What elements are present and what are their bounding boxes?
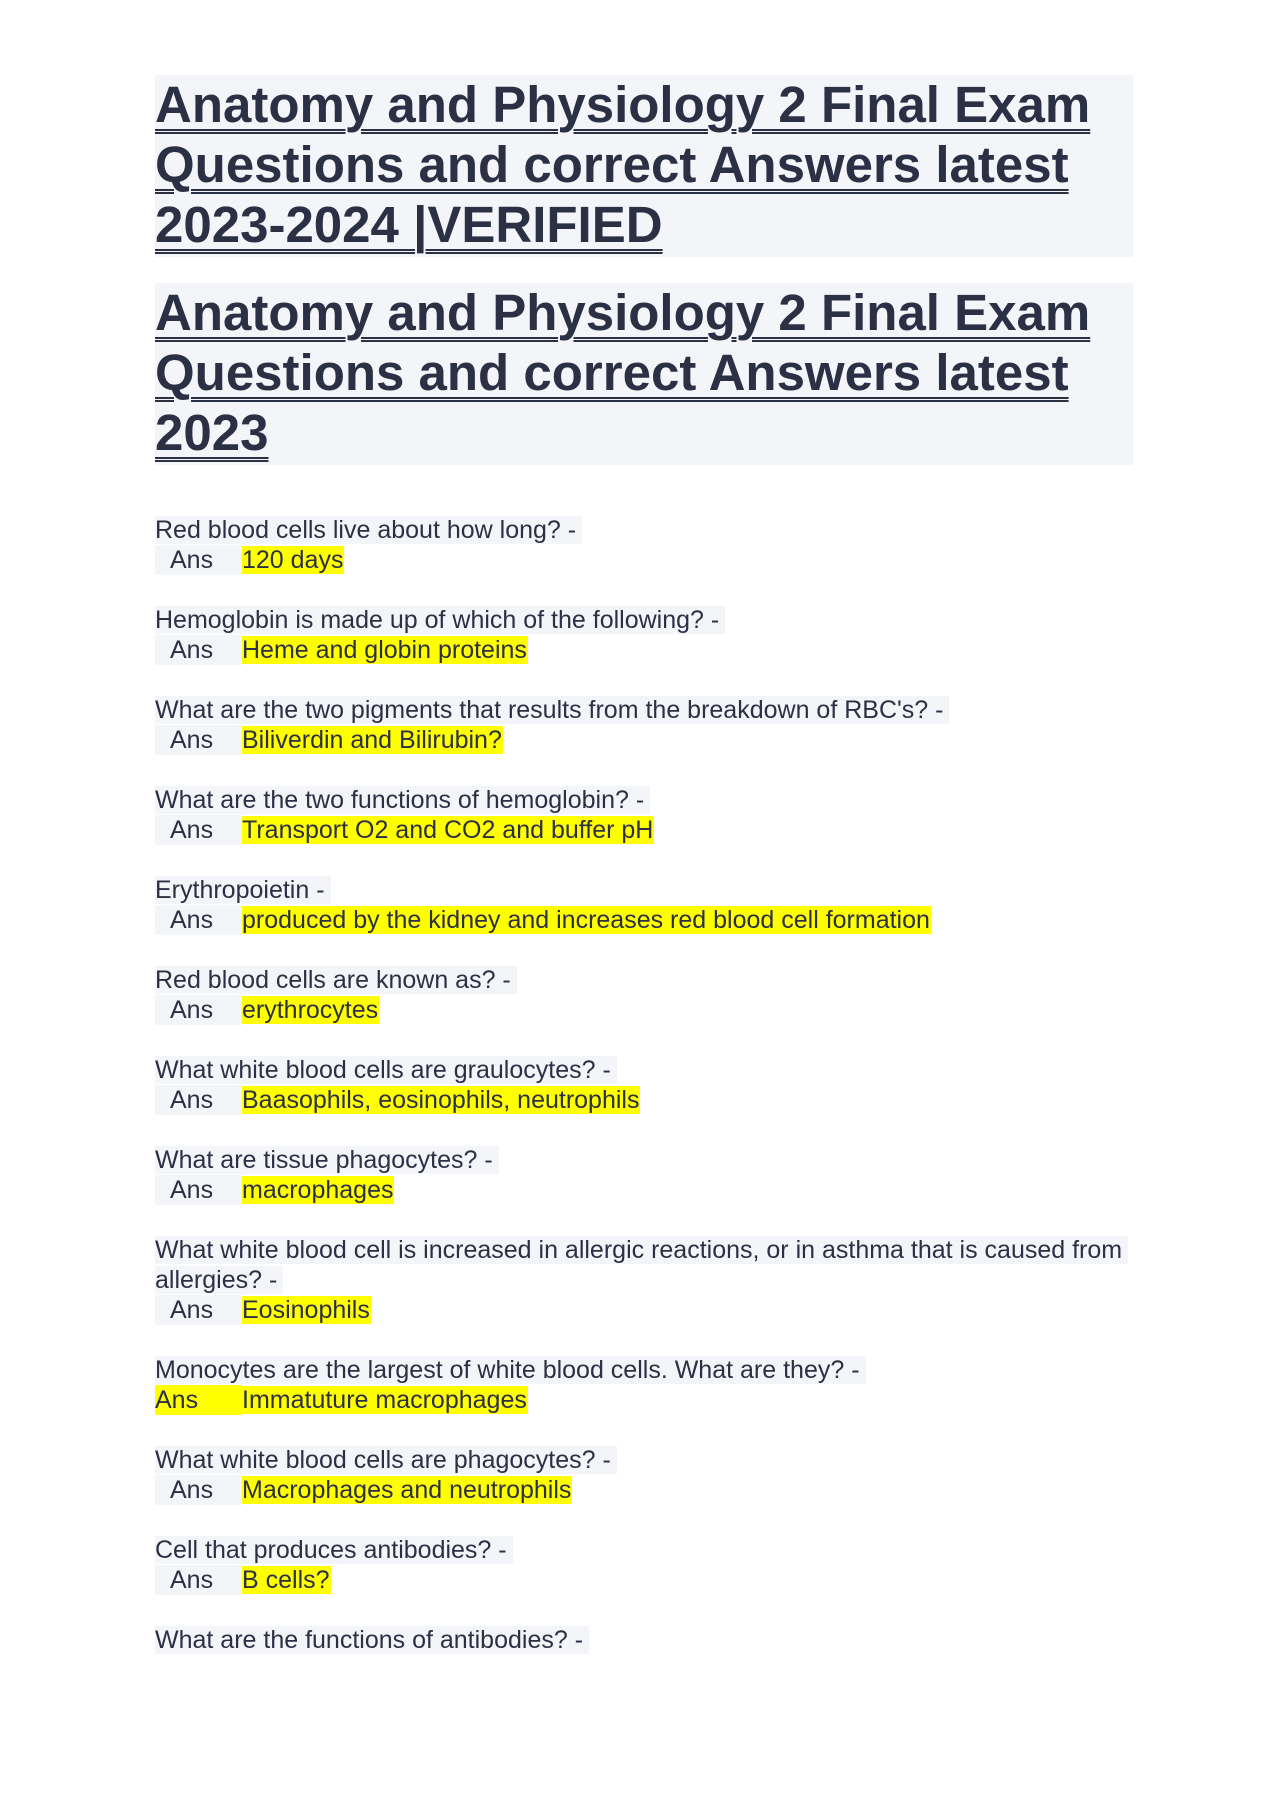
answer-text: Macrophages and neutrophils — [242, 1476, 572, 1504]
qa-item — [155, 1055, 1133, 1115]
answer-label: Ans — [155, 1475, 242, 1505]
answer-label: Ans — [155, 725, 242, 755]
question-text: What white blood cells are phagocytes? - — [155, 1446, 617, 1474]
answer-label: Ans — [155, 1385, 242, 1415]
answer-label: Ans — [155, 635, 242, 665]
qa-item — [155, 695, 1133, 755]
title-block-primary — [155, 75, 1133, 257]
qa-item — [155, 605, 1133, 665]
title-block-secondary — [155, 283, 1133, 465]
answer-label: Ans — [155, 1085, 242, 1115]
answer-text: Immatuture macrophages — [242, 1386, 527, 1414]
answer-text: erythrocytes — [242, 996, 379, 1024]
answer-text: macrophages — [242, 1176, 394, 1204]
question-text: Cell that produces antibodies? - — [155, 1536, 513, 1564]
qa-item — [155, 965, 1133, 1025]
document-title: Anatomy and Physiology 2 Final Exam Questions and correct Answers latest 2023-2024 |VERIFIED — [155, 76, 1091, 253]
answer-label: Ans — [155, 1565, 242, 1595]
answer-text: B cells? — [242, 1566, 330, 1594]
qa-item — [155, 875, 1133, 935]
qa-item — [155, 1625, 1133, 1655]
answer-text: Transport O2 and CO2 and buffer pH — [242, 816, 654, 844]
answer-label: Ans — [155, 1175, 242, 1205]
question-text: Hemoglobin is made up of which of the following? - — [155, 606, 725, 634]
document-page — [155, 75, 1133, 1685]
qa-item — [155, 1145, 1133, 1205]
question-text: Monocytes are the largest of white blood cells. What are they? - — [155, 1356, 866, 1384]
qa-item — [155, 1535, 1133, 1595]
answer-text: Eosinophils — [242, 1296, 370, 1324]
question-text: Red blood cells live about how long? - — [155, 516, 582, 544]
qa-list — [155, 515, 1133, 1655]
answer-label: Ans — [155, 905, 242, 935]
question-text: What are the functions of antibodies? - — [155, 1626, 589, 1654]
question-text: What white blood cell is increased in allergic reactions, or in asthma that is caused from allergies? - — [155, 1236, 1128, 1294]
qa-item — [155, 785, 1133, 845]
answer-text: Heme and globin proteins — [242, 636, 527, 664]
answer-label: Ans — [155, 1295, 242, 1325]
qa-item — [155, 1235, 1133, 1325]
answer-text: Biliverdin and Bilirubin? — [242, 726, 502, 754]
question-text: Erythropoietin - — [155, 876, 331, 904]
document-subtitle: Anatomy and Physiology 2 Final Exam Questions and correct Answers latest 2023 — [155, 284, 1091, 461]
question-text: What white blood cells are graulocytes? - — [155, 1056, 617, 1084]
qa-item — [155, 1445, 1133, 1505]
answer-label: Ans — [155, 995, 242, 1025]
question-text: What are the two pigments that results from the breakdown of RBC's? - — [155, 696, 949, 724]
answer-label: Ans — [155, 545, 242, 575]
answer-text: produced by the kidney and increases red blood cell formation — [242, 906, 930, 934]
answer-text: Baasophils, eosinophils, neutrophils — [242, 1086, 640, 1114]
answer-text: 120 days — [242, 546, 344, 574]
question-text: What are the two functions of hemoglobin? - — [155, 786, 650, 814]
question-text: Red blood cells are known as? - — [155, 966, 517, 994]
answer-label: Ans — [155, 815, 242, 845]
qa-item — [155, 515, 1133, 575]
qa-item — [155, 1355, 1133, 1415]
question-text: What are tissue phagocytes? - — [155, 1146, 499, 1174]
